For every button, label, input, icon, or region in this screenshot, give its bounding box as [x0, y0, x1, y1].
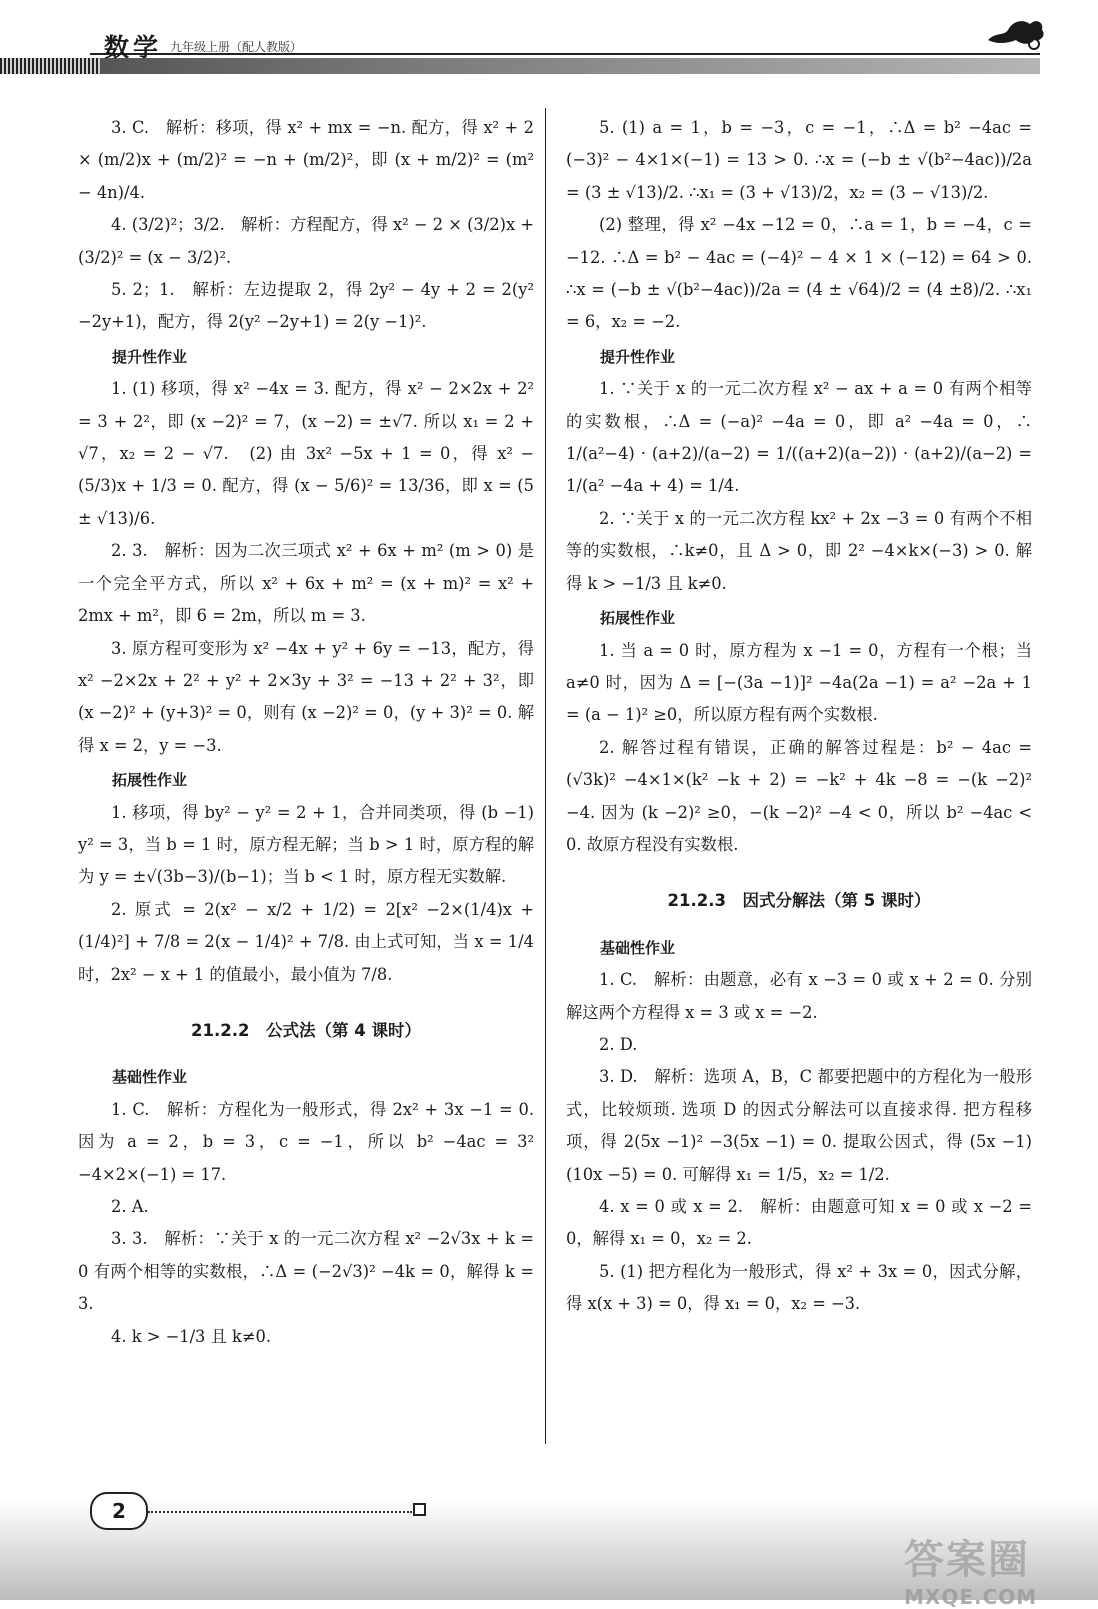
section-heading: 基础性作业 — [600, 938, 676, 957]
answer-paragraph: 3. 原方程可变形为 x² −4x + y² + 6y = −13，配方，得 x² −2×2x + 2² + y² + 2×3y + 3² = −13 + 2² + 3²，即 (x −2)² + (y+3)² = 0，则有 (x −2)² = 0，(y + 3)² = 0. 解得 x = 2，y = −3. — [78, 638, 534, 755]
lesson-title: 21.2.2 公式法（第 4 课时） — [191, 1020, 421, 1040]
answer-paragraph: 2. A. — [111, 1197, 149, 1216]
lesson-title: 21.2.3 因式分解法（第 5 课时） — [667, 891, 931, 911]
answer-paragraph: 4. (3/2)²；3/2. 解析：方程配方，得 x² − 2 × (3/2)x + (3/2)² = (x − 3/2)². — [78, 215, 534, 267]
answer-paragraph: 5. (1) a = 1，b = −3，c = −1，∴Δ = b² −4ac = (−3)² − 4×1×(−1) = 13 > 0. ∴x = (−b ± √(b²−4ac))/2a = (3 ± √13)/2. ∴x₁ = (3 + √13)/2，x₂ = (3 − √13)/2. — [566, 118, 1032, 202]
answer-paragraph: 5. 2；1. 解析：左边提取 2，得 2y² − 4y + 2 = 2(y² −2y+1)，配方，得 2(y² −2y+1) = 2(y −1)². — [78, 280, 534, 332]
column-divider — [545, 108, 546, 1444]
left-column — [78, 112, 534, 1353]
section-heading: 基础性作业 — [112, 1068, 188, 1087]
page-header — [0, 0, 1098, 80]
answer-paragraph: 3. 3. 解析：∵关于 x 的一元二次方程 x² −2√3x + k = 0 有两个相等的实数根，∴Δ = (−2√3)² −4k = 0，解得 k = 3. — [78, 1229, 534, 1314]
answer-paragraph: 1. 移项，得 by² − y² = 2 + 1，合并同类项，得 (b −1) y² = 3，当 b = 1 时，原方程无解；当 b > 1 时，原方程的解为 y = ±√(3b−3)/(b−1)；当 b < 1 时，原方程无实数解. — [78, 802, 534, 887]
header-stripes — [0, 58, 100, 74]
answer-paragraph: 3. C. 解析：移项，得 x² + mx = −n. 配方，得 x² + 2 × (m/2)x + (m/2)² = −n + (m/2)²，即 (x + m/2)² = (m² − 4n)/4. — [78, 118, 534, 202]
answer-paragraph: 1. 当 a = 0 时，原方程为 x −1 = 0，方程有一个根；当 a≠0 时，因为 Δ = [−(3a −1)]² −4a(2a −1) = a² −2a + 1 = (a − 1)² ≥0，所以原方程有两个实数根. — [566, 640, 1032, 725]
section-heading: 拓展性作业 — [112, 771, 188, 790]
watermark — [904, 1528, 1037, 1609]
answer-paragraph: 1. C. 解析：由题意，必有 x −3 = 0 或 x + 2 = 0. 分别解这两个方程得 x = 3 或 x = −2. — [566, 970, 1032, 1022]
watermark-top: 答案圈 — [904, 1537, 1030, 1583]
answer-paragraph: 2. 解答过程有错误，正确的解答过程是：b² − 4ac = (√3k)² −4×1×(k² −k + 2) = −k² + 4k −8 = −(k −2)² −4. 因为 (k −2)² ≥0，−(k −2)² −4 < 0，所以 b² −4ac < 0. 故原方程没有实数根. — [566, 737, 1032, 854]
answer-paragraph: 4. k > −1/3 且 k≠0. — [111, 1326, 272, 1346]
right-column — [566, 112, 1032, 1321]
answer-paragraph: 4. x = 0 或 x = 2. 解析：由题意可知 x = 0 或 x −2 = 0，解得 x₁ = 0，x₂ = 2. — [566, 1197, 1032, 1249]
answer-paragraph: 1. C. 解析：方程化为一般形式，得 2x² + 3x −1 = 0. 因为 a = 2，b = 3，c = −1，所以 b² −4ac = 3² −4×2×(−1) = 17. — [78, 1099, 534, 1184]
answer-paragraph: 1. (1) 移项，得 x² −4x = 3. 配方，得 x² − 2×2x + 2² = 3 + 2²，即 (x −2)² = 7，(x −2) = ±√7. 所以 x₁ = 2 + √7，x₂ = 2 − √7. (2) 由 3x² −5x + 1 = 0，得 x² − (5/3)x + 1/3 = 0. 配方，得 (x − 5/6)² = 13/36，即 x = (5 ± √13)/6. — [78, 379, 534, 528]
watermark-bottom: MXQE.COM — [904, 1585, 1038, 1609]
section-heading: 提升性作业 — [112, 347, 188, 366]
answer-paragraph: 2. 原式 = 2(x² − x/2 + 1/2) = 2[x² −2×(1/4)x + (1/4)²] + 7/8 = 2(x − 1/4)² + 7/8. 由上式可知，当 x = 1/4 时，2x² − x + 1 的值最小，最小值为 7/8. — [78, 899, 534, 984]
subject-title: 数学 — [104, 33, 163, 62]
answer-paragraph: 2. 3. 解析：因为二次三项式 x² + 6x + m² (m > 0) 是一个完全平方式，所以 x² + 6x + m² = (x + m)² = x² + 2mx + m²，即 6 = 2m，所以 m = 3. — [78, 541, 534, 626]
answer-paragraph: (2) 整理，得 x² −4x −12 = 0，∴a = 1，b = −4，c = −12. ∴Δ = b² − 4ac = (−4)² − 4 × 1 × (−12) = 64 > 0. ∴x = (−b ± √(b²−4ac))/2a = (4 ± √64)/2 = (4 ±8)/2. ∴x₁ = 6，x₂ = −2. — [566, 215, 1032, 332]
cloud-logo-icon — [986, 14, 1048, 56]
footer-square-marker — [413, 1503, 426, 1516]
section-heading: 提升性作业 — [600, 347, 676, 366]
answer-paragraph: 3. D. 解析：选项 A，B，C 都要把题中的方程化为一般形式，比较烦琐. 选项 D 的因式分解法可以直接求得. 把方程移项，得 2(5x −1)² −3(5x −1) = 0. 提取公因式，得 (5x −1)(10x −5) = 0. 可解得 x₁ = 1/5，x₂ = 1/2. — [566, 1067, 1032, 1184]
grade-label: 九年级上册（配人教版） — [170, 40, 303, 54]
answer-paragraph: 2. ∵关于 x 的一元二次方程 kx² + 2x −3 = 0 有两个不相等的实数根，∴k≠0，且 Δ > 0，即 2² −4×k×(−3) > 0. 解得 k > −1/3 且 k≠0. — [566, 508, 1032, 593]
answer-paragraph: 5. (1) 把方程化为一般形式，得 x² + 3x = 0，因式分解，得 x(x + 3) = 0，得 x₁ = 0，x₂ = −3. — [566, 1261, 1032, 1314]
page-number: 2 — [90, 1492, 148, 1530]
footer-dotted-rule — [148, 1511, 412, 1513]
page-footer — [0, 1478, 1098, 1609]
answer-paragraph: 1. ∵关于 x 的一元二次方程 x² − ax + a = 0 有两个相等的实数根，∴Δ = (−a)² −4a = 0，即 a² −4a = 0，∴ 1/(a²−4) · (a+2)/(a−2) = 1/((a+2)(a−2)) · (a+2)/(a−2) = 1/(a² −4a + 4) = 1/4. — [566, 379, 1032, 496]
answer-paragraph: 2. D. — [599, 1034, 638, 1054]
section-heading: 拓展性作业 — [600, 609, 676, 628]
